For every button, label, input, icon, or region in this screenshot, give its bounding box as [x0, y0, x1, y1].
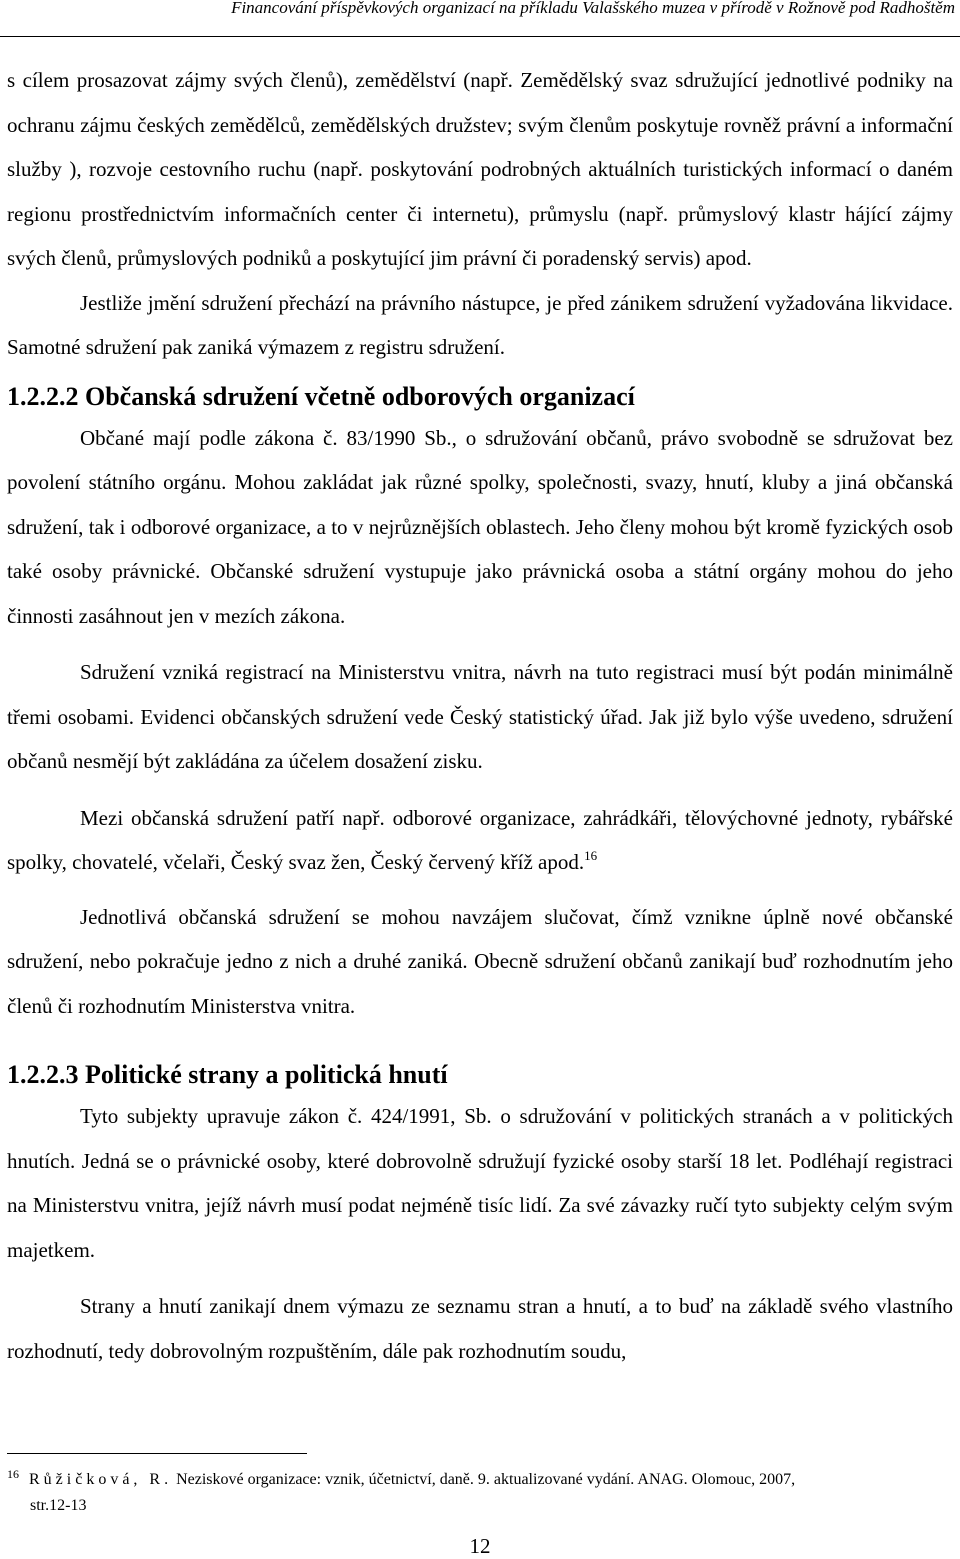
paragraph-3: Občané mají podle zákona č. 83/1990 Sb., o sdružování občanů, právo svobodně se sdružovat bez povolení státního orgánu. Mohou zakládat jak různé spolky, společnosti, svazy, hnutí, kluby a jiná občanská sdružení, tak i odborové organizace, a to v nejrůznějších oblastech. Jeho členy mohou být kromě fyzických osob také osoby právnické. Občanské sdružení vystupuje jako právnická osoba a státní orgány mohou do jeho činnosti zasáhnout jen v mezích zákona. [7, 425, 953, 628]
section-heading-1-2-2-3: 1.2.2.3 Politické strany a politická hnutí [7, 1060, 448, 1089]
paragraph-7: Tyto subjekty upravuje zákon č. 424/1991, Sb. o sdružování v politických stranách a v politických hnutích. Jedná se o právnické osoby, které dobrovolně sdružují fyzické osoby starší 18 let. Podléhají registraci na Ministerstvu vnitra, jejíž návrh musí podat nejméně tisíc lidí. Za své závazky ručí tyto subjekty celým svým majetkem. [7, 1104, 953, 1262]
footnote-author: Růžičková, R. [29, 1471, 173, 1488]
section-heading-1-2-2-2: 1.2.2.2 Občanská sdružení včetně odborových organizací [7, 381, 635, 411]
page-number: 12 [469, 1534, 491, 1558]
footnote-number: 16 [7, 1467, 19, 1481]
paragraph-2: Jestliže jmění sdružení přechází na právního nástupce, je před zánikem sdružení vyžadována likvidace. Samotné sdružení pak zaniká výmazem z registru sdružení. [7, 290, 953, 359]
paragraph-5-text: Mezi občanská sdružení patří např. odborové organizace, zahrádkáři, tělovýchovné jednoty, rybářské spolky, chovatelé, včelaři, Český svaz žen, Český červený kříž apod. [7, 805, 953, 874]
paragraph-5 [7, 796, 953, 885]
running-header [0, 0, 960, 37]
paragraph-6: Jednotlivá občanská sdružení se mohou navzájem slučovat, čímž vznikne úplně nové občanské sdružení, nebo pokračuje jedno z nich a druhé zaniká. Obecně sdružení občanů zanikají buď rozhodnutím jeho členů či rozhodnutím Ministerstva vnitra. [7, 904, 953, 1018]
footnote-16 [7, 1467, 927, 1519]
footnote-text: Neziskové organizace: vznik, účetnictví, daně. 9. aktualizované vydání. ANAG. Olomouc, 2007, [176, 1471, 796, 1488]
page-body [7, 58, 953, 1373]
footnote-continuation: str.12-13 [30, 1497, 87, 1514]
paragraph-8: Strany a hnutí zanikají dnem výmazu ze seznamu stran a hnutí, a to buď na základě svého vlastního rozhodnutí, tedy dobrovolným rozpuštěním, dále pak rozhodnutím soudu, [7, 1294, 953, 1363]
running-title: Financování příspěvkových organizací na příkladu Valašského muzea v přírodě v Rožnově pod Radhoštěm [231, 0, 955, 17]
paragraph-1: s cílem prosazovat zájmy svých členů), zemědělství (např. Zemědělský svaz sdružující jednotlivé podniky na ochranu zájmu českých zemědělců, zemědělských družstev; svým členům poskytuje rovněž právní a informační služby ), rozvoje cestovního ruchu (např. poskytování podrobných aktuálních turistických informací o daném regionu prostřednictvím informačních center či internetu), průmyslu (např. průmyslový klastr hájící zájmy svých členů, průmyslových podniků a poskytující jim právní či poradenský servis) apod. [7, 68, 953, 270]
paragraph-4: Sdružení vzniká registrací na Ministerstvu vnitra, návrh na tuto registraci musí být podán minimálně třemi osobami. Evidenci občanských sdružení vede Český statistický úřad. Jak již bylo výše uvedeno, sdružení občanů nesmějí být zakládána za účelem dosažení zisku. [7, 660, 953, 773]
footnote-separator [7, 1453, 307, 1454]
footnote-reference[interactable]: 16 [584, 848, 598, 863]
